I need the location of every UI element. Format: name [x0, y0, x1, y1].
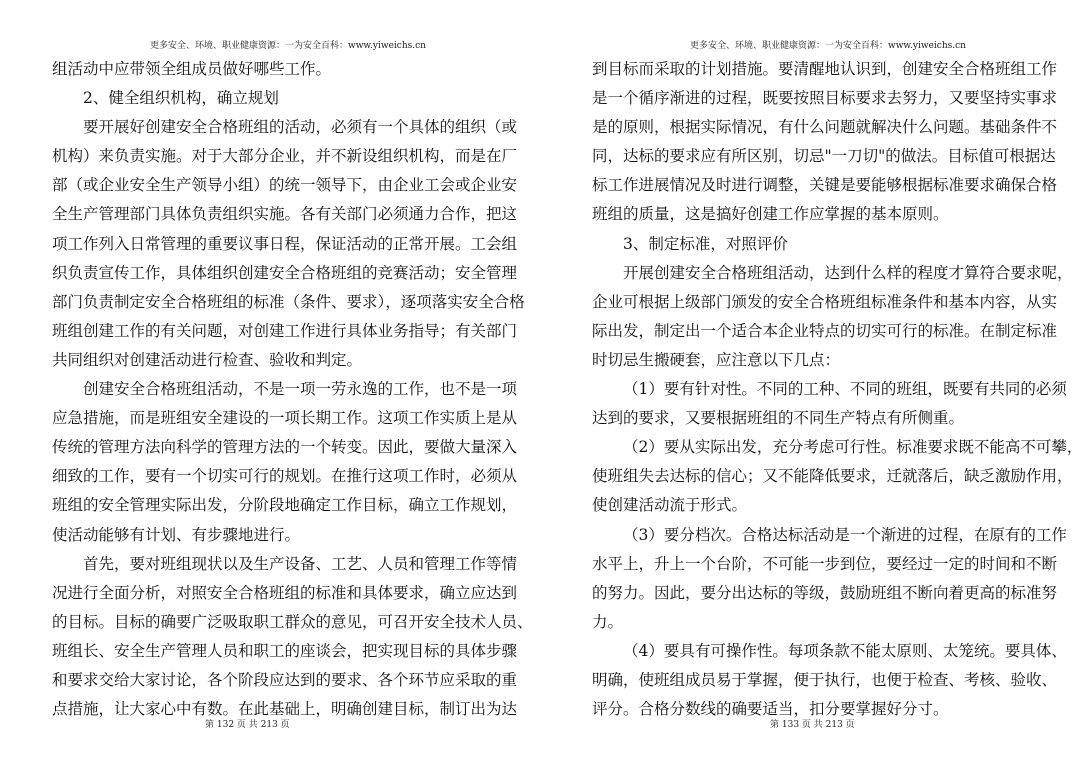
right-page: [540, 0, 1080, 763]
text-line: 部（或企业安全生产领导小组）的统一领导下，由企业工会或企业安: [52, 176, 518, 195]
text-line: 机构）来负责实施。对于大部分企业，并不新设组织机构，而是在厂: [52, 147, 518, 166]
text-line: 2、健全组织机构，确立规划: [83, 89, 279, 108]
text-line: 评分。合格分数线的确要适当，扣分要掌握好分寸。: [592, 700, 949, 719]
text-line: 明确，使班组成员易于掌握，便于执行，也便于检查、考核、验收、: [592, 670, 1058, 689]
text-line: 班组的质量，这是搞好创建工作应掌握的基本原则。: [592, 205, 949, 224]
text-line: （1）要有针对性。不同的工种、不同的班组，既要有共同的必须: [623, 380, 1067, 399]
text-line: 况进行全面分析，对照安全合格班组的标准和具体要求，确立应达到: [52, 583, 518, 602]
text-line: 使创建活动流于形式。: [592, 496, 748, 515]
text-line: 点措施，让大家心中有数。在此基础上，明确创建目标，制订出为达: [52, 700, 518, 719]
text-line: 全生产管理部门具体负责组织实施。各有关部门必须通力合作，把这: [52, 205, 518, 224]
text-line: 到目标而采取的计划措施。要清醒地认识到，创建安全合格班组工作: [592, 60, 1058, 78]
text-line: 企业可根据上级部门颁发的安全合格班组标准条件和基本内容，从实: [592, 292, 1058, 311]
text-line: 是的原则，根据实际情况，有什么问题就解决什么问题。基础条件不: [592, 118, 1058, 137]
text-line: 织负责宣传工作，具体组织创建安全合格班组的竞赛活动；安全管理: [52, 263, 518, 282]
text-line: 应急措施，而是班组安全建设的一项长期工作。这项工作实质上是从: [52, 409, 518, 428]
text-line: 共同组织对创建活动进行检查、验收和判定。: [52, 350, 363, 369]
text-line: 的努力。因此，要分出达标的等级，鼓励班组不断向着更高的标准努: [592, 583, 1058, 602]
page-footer: 第 132 页 共 213 页: [205, 720, 290, 730]
text-line: 是一个循序渐进的过程，既要按照目标要求去努力，又要坚持实事求: [592, 89, 1058, 108]
text-line: 要开展好创建安全合格班组的活动，必须有一个具体的组织（或: [83, 118, 518, 137]
text-line: 3、制定标准，对照评价: [623, 234, 788, 253]
page-footer: 第 133 页 共 213 页: [770, 720, 855, 730]
text-line: 首先，要对班组现状以及生产设备、工艺、人员和管理工作等情: [83, 554, 518, 573]
text-line: （3）要分档次。合格达标活动是一个渐进的过程，在原有的工作: [623, 525, 1067, 544]
text-line: 力。: [592, 612, 624, 631]
text-line: 开展创建安全合格班组活动，达到什么样的程度才算符合要求呢，: [623, 263, 1073, 282]
text-line: 时切忌生搬硬套，应注意以下几点：: [592, 350, 841, 369]
text-line: 使活动能够有计划、有步骤地进行。: [52, 525, 301, 544]
text-line: 传统的管理方法向科学的管理方法的一个转变。因此，要做大量深入: [52, 438, 518, 457]
running-header: 更多安全、环境、职业健康资源：一为安全百科：www.yiweichs.cn: [150, 41, 426, 51]
text-line: 创建安全合格班组活动，不是一项一劳永逸的工作，也不是一项: [83, 380, 518, 399]
text-line: （4）要具有可操作性。每项条款不能太原则、太笼统。要具体、: [623, 641, 1067, 660]
text-line: 班组长、安全生产管理人员和职工的座谈会，把实现目标的具体步骤: [52, 641, 518, 660]
left-page-body: [52, 55, 533, 724]
text-line: 达到的要求，又要根据班组的不同生产特点有所侧重。: [592, 409, 965, 428]
text-line: （2）要从实际出发，充分考虑可行性。标准要求既不能高不可攀，: [623, 438, 1082, 457]
text-line: 同，达标的要求应有所区别，切忌"一刀切"的做法。目标值可根据达: [592, 147, 1056, 166]
running-header: 更多安全、环境、职业健康资源：一为安全百科：www.yiweichs.cn: [690, 41, 966, 51]
text-line: 项工作列入日常管理的重要议事日程，保证活动的正常开展。工会组: [52, 234, 518, 253]
text-line: 细致的工作，要有一个切实可行的规划。在推行这项工作时，必须从: [52, 467, 518, 486]
text-line: 的目标。目标的确要广泛吸取职工群众的意见，可召开安全技术人员、: [52, 612, 533, 631]
text-line: 际出发，制定出一个适合本企业特点的切实可行的标准。在制定标准: [592, 321, 1058, 340]
text-line: 和要求交给大家讨论，各个阶段应达到的要求、各个环节应采取的重: [52, 670, 518, 689]
right-page-body: [592, 55, 1082, 724]
text-line: 班组创建工作的有关问题，对创建工作进行具体业务指导；有关部门: [52, 321, 518, 340]
text-line: 标工作进展情况及时进行调整，关键是要能够根据标准要求确保合格: [592, 176, 1058, 195]
text-line: 班组的安全管理实际出发，分阶段地确定工作目标，确立工作规划，: [52, 496, 518, 515]
text-line: 使班组失去达标的信心；又不能降低要求，迁就落后，缺乏激励作用，: [592, 467, 1073, 486]
text-line: 组活动中应带领全组成员做好哪些工作。: [52, 60, 332, 78]
text-line: 部门负责制定安全合格班组的标准（条件、要求），逐项落实安全合格: [52, 292, 525, 311]
left-page: [0, 0, 540, 763]
text-line: 水平上，升上一个台阶，不可能一步到位，要经过一定的时间和不断: [592, 554, 1058, 573]
